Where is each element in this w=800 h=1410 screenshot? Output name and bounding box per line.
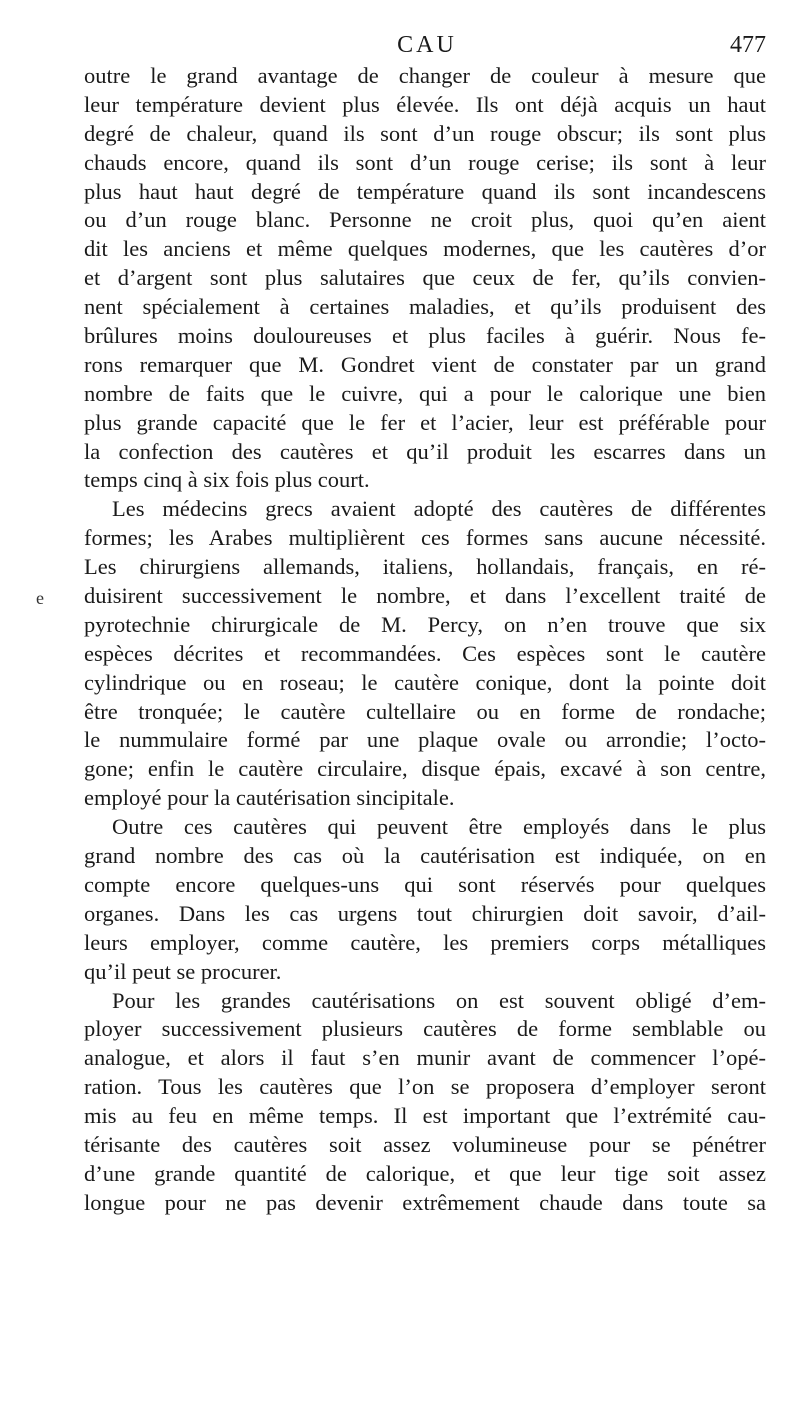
text-line: gone; enfin le cautère circulaire, disque épais, excavé à son centre, [84, 756, 766, 782]
text-line: duisirent successivement le nombre, et dans l’excellent traité de [84, 583, 766, 609]
text-line: grand nombre des cas où la cautérisation est indiquée, on en [84, 843, 766, 869]
text-line: et d’argent sont plus salutaires que ceux de fer, qu’ils convien- [84, 265, 766, 291]
text-line: ration. Tous les cautères que l’on se proposera d’employer seront [84, 1074, 766, 1100]
text-line: Pour les grandes cautérisations on est souvent obligé d’em- [112, 987, 766, 1013]
body-text [84, 62, 766, 1218]
text-line: nombre de faits que le cuivre, qui a pour le calorique une bien [84, 380, 766, 406]
text-line: nent spécialement à certaines maladies, et qu’ils produisent des [84, 294, 766, 320]
paragraph-3 [84, 813, 766, 986]
text-line: leur température devient plus élevée. Ils ont déjà acquis un haut [84, 91, 766, 117]
text-line: degré de chaleur, quand ils sont d’un rouge obscur; ils sont plus [84, 120, 766, 146]
text-line: qu’il peut se procurer. [84, 958, 282, 984]
text-line: chauds encore, quand ils sont d’un rouge cerise; ils sont à leur [84, 149, 766, 175]
page-number: 477 [730, 32, 766, 58]
text-line: espèces décrites et recommandées. Ces espèces sont le cautère [84, 640, 766, 666]
margin-mark: e [36, 588, 44, 608]
text-line: Outre ces cautères qui peuvent être employés dans le plus [112, 814, 766, 840]
text-line: plus grande capacité que le fer et l’acier, leur est préférable pour [84, 409, 766, 435]
text-line: compte encore quelques-uns qui sont réservés pour quelques [84, 871, 766, 897]
text-line: formes; les Arabes multiplièrent ces formes sans aucune nécessité. [84, 525, 766, 551]
text-line: leurs employer, comme cautère, les premiers corps métalliques [84, 929, 766, 955]
paragraph-2 [84, 495, 766, 813]
text-line: Les chirurgiens allemands, italiens, hollandais, français, en ré- [84, 554, 766, 580]
text-line: le nummulaire formé par une plaque ovale ou arrondie; l’octo- [84, 727, 766, 753]
text-line: rons remarquer que M. Gondret vient de constater par un grand [84, 351, 766, 377]
text-line: ou d’un rouge blanc. Personne ne croit plus, quoi qu’en aient [84, 207, 766, 233]
text-line: ployer successivement plusieurs cautères de forme semblable ou [84, 1016, 766, 1042]
page-header [84, 28, 770, 62]
text-line: d’une grande quantité de calorique, et que leur tige soit assez [84, 1160, 766, 1186]
text-line: brûlures moins douloureuses et plus faciles à guérir. Nous fe- [84, 323, 766, 349]
text-line: être tronquée; le cautère cultellaire ou en forme de rondache; [84, 698, 766, 724]
text-line: longue pour ne pas devenir extrêmement chaude dans toute sa [84, 1189, 766, 1215]
text-line: dit les anciens et même quelques modernes, que les cautères d’or [84, 236, 766, 262]
text-line: analogue, et alors il faut s’en munir avant de commencer l’opé- [84, 1045, 766, 1071]
text-line: mis au feu en même temps. Il est important que l’extrémité cau- [84, 1103, 766, 1129]
paragraph-1 [84, 62, 766, 495]
text-line: temps cinq à six fois plus court. [84, 467, 370, 493]
text-line: organes. Dans les cas urgens tout chirurgien doit savoir, d’ail- [84, 900, 766, 926]
text-line: térisante des cautères soit assez volumineuse pour se pénétrer [84, 1131, 766, 1157]
text-line: Les médecins grecs avaient adopté des cautères de différentes [112, 496, 766, 522]
text-line: outre le grand avantage de changer de couleur à mesure que [84, 63, 766, 88]
text-line: pyrotechnie chirurgicale de M. Percy, on n’en trouve que six [84, 611, 766, 637]
running-head: CAU [397, 32, 457, 58]
text-line: cylindrique ou en roseau; le cautère conique, dont la pointe doit [84, 669, 766, 695]
text-line: employé pour la cautérisation sincipitale. [84, 785, 455, 811]
text-line: la confection des cautères et qu’il produit les escarres dans un [84, 438, 766, 464]
paragraph-4 [84, 987, 766, 1218]
text-line: plus haut haut degré de température quand ils sont incandescens [84, 178, 766, 204]
